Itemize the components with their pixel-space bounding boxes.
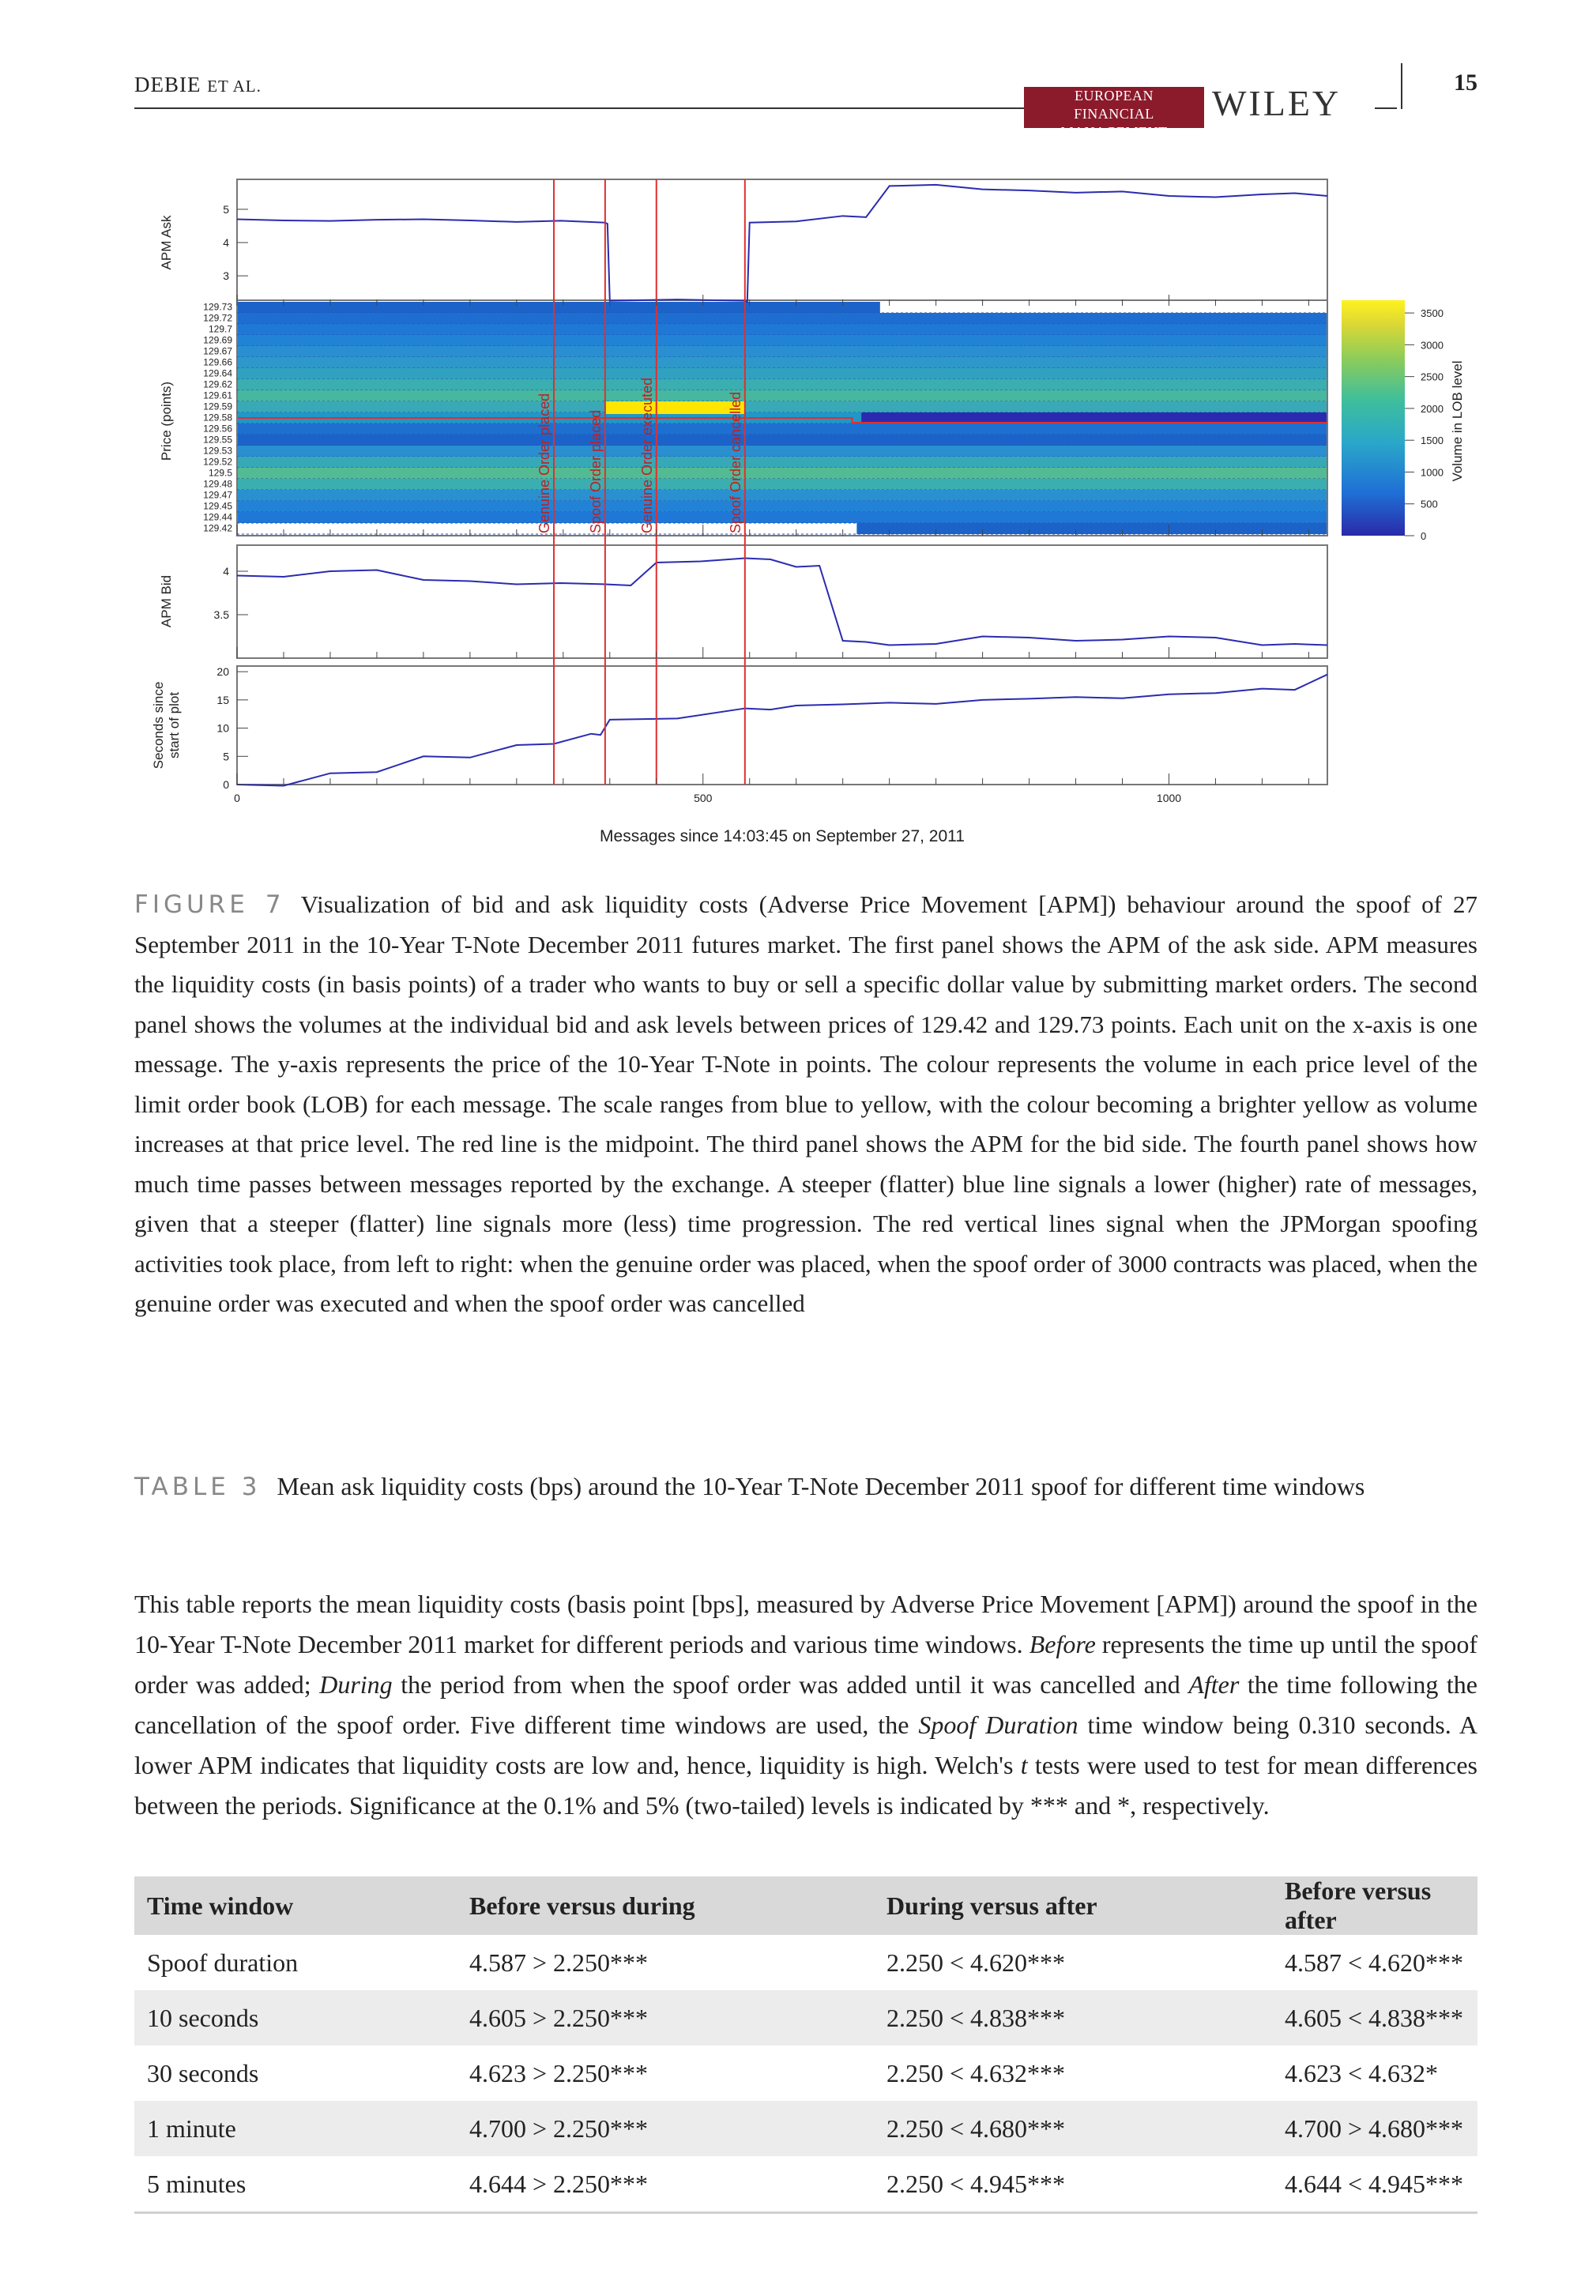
price-level-label: 129.52 <box>203 456 232 468</box>
bid-ylabel: APM Bid <box>159 574 174 628</box>
bid-tick-label: 4 <box>223 565 229 578</box>
results-table <box>134 1876 1477 2214</box>
header-rule <box>134 107 1030 109</box>
header-time-window: Time window <box>134 1876 457 1935</box>
lob-cell <box>238 435 1327 446</box>
table-title <box>134 1466 1477 1507</box>
colorbar-tick-label: 0 <box>1421 530 1427 542</box>
page-number-divider <box>1401 63 1402 109</box>
time-ylabel-1: Seconds since <box>151 681 166 770</box>
x-tick-label: 1000 <box>1156 792 1182 804</box>
header-before-during: Before versus during <box>457 1876 874 1935</box>
lob-cell <box>238 401 1327 412</box>
time-ylabel-2: start of plot <box>167 691 182 759</box>
table-row: 5 minutes 4.644 > 2.250*** 2.250 < 4.945*** 4.644 < 4.945*** <box>134 2156 1477 2213</box>
lob-cell <box>238 446 1327 457</box>
lob-cell <box>856 523 1327 534</box>
price-level-label: 129.44 <box>203 511 232 523</box>
header-rule-right <box>1375 107 1397 109</box>
lob-cell <box>861 412 1327 423</box>
spoof-order-cell <box>605 401 745 414</box>
page-number: 15 <box>1454 70 1477 96</box>
header-during-after: During versus after <box>874 1876 1272 1935</box>
colorbar-tick-label: 1000 <box>1421 466 1444 479</box>
price-level-label: 129.42 <box>203 522 232 534</box>
colorbar-label: Volume in LOB level <box>1450 360 1465 482</box>
lob-cell <box>238 368 1327 379</box>
colorbar-tick-label: 2500 <box>1421 371 1444 383</box>
lob-cell <box>238 324 1327 335</box>
lob-cell <box>238 302 880 313</box>
price-level-label: 129.72 <box>203 312 232 324</box>
ask-tick-label: 3 <box>223 269 229 283</box>
event-label: Spoof Order placed <box>587 409 604 533</box>
price-level-label: 129.59 <box>203 401 232 412</box>
event-label: Genuine Order executed <box>638 377 655 533</box>
figure-7 <box>150 170 1470 857</box>
lob-cell <box>238 335 1327 346</box>
figure-label: FIGURE 7 <box>134 890 285 919</box>
time-panel-frame <box>237 666 1327 785</box>
lob-cell <box>238 423 1327 435</box>
table-label: TABLE 3 <box>134 1473 262 1501</box>
table-title-text: Mean ask liquidity costs (bps) around the 10-Year T-Note December 2011 spoof for different time windows <box>277 1472 1365 1500</box>
price-level-label: 129.53 <box>203 445 232 457</box>
lob-cell <box>238 346 1327 357</box>
lob-ylabel: Price (points) <box>159 381 174 461</box>
ask-ylabel: APM Ask <box>159 215 174 270</box>
figure-caption <box>134 885 1477 1324</box>
price-level-label: 129.47 <box>203 489 232 501</box>
colorbar-tick-label: 3500 <box>1421 307 1444 320</box>
price-level-label: 129.5 <box>208 467 232 479</box>
price-level-label: 129.64 <box>203 367 232 379</box>
lob-cell <box>238 379 1327 390</box>
price-level-label: 129.66 <box>203 356 232 368</box>
x-axis-title: Messages since 14:03:45 on September 27, 2011 <box>600 827 965 845</box>
publisher-logo: WILEY <box>1212 83 1342 123</box>
colorbar <box>1342 300 1405 536</box>
price-level-label: 129.61 <box>203 390 232 401</box>
ask-tick-label: 5 <box>223 202 229 216</box>
header-before-after: Before versus after <box>1272 1876 1477 1935</box>
ask-tick-label: 4 <box>223 236 229 249</box>
time-tick-label: 15 <box>216 693 229 706</box>
price-level-label: 129.62 <box>203 378 232 390</box>
lob-cell <box>238 390 1327 401</box>
colorbar-tick-label: 1500 <box>1421 435 1444 447</box>
time-tick-label: 5 <box>223 750 229 763</box>
event-label: Genuine Order placed <box>536 393 553 533</box>
price-level-label: 129.55 <box>203 434 232 446</box>
event-label: Spoof Order cancelled <box>727 391 743 533</box>
running-head-author: DEBIE ET AL. <box>134 73 262 96</box>
figure-caption-text: Visualization of bid and ask liquidity costs (Adverse Price Movement [APM]) behaviour around the spoof of 27 September 2011 in the 10-Year T-Note December 2011 futures market. The first panel shows the APM of the ask side. APM measures the liquidity costs (in basis points) of a trader who wants to buy or sell a specific dollar value by submitting market orders. The second panel shows the volumes at the individual bid and ask levels between prices of 129.42 and 129.73 points. Each unit on the x-axis is one message. The y-axis represents the price of the 10-Year T-Note in points. The colour represents the volume in each price level of the limit order book (LOB) for each message. The scale ranges from blue to yellow, with the colour becoming a brighter yellow as volume increases at that price level. The red line is the midpoint. The third panel shows the APM for the bid side. The fourth panel shows how much time passes between messages reported by the exchange. A steeper (flatter) blue line signals a lower (higher) rate of messages, given that a steeper (flatter) line signals more (less) time progression. The red vertical lines signal when the JPMorgan spoofing activities took place, from left to right: when the genuine order was placed, when the spoof order of 3000 contracts was placed, when the genuine order was executed and when the spoof order was cancelled <box>134 890 1477 1317</box>
lob-cell <box>238 512 1327 523</box>
table-description: This table reports the mean liquidity costs (basis point [bps], measured by Adverse Price Movement [APM]) around the spoof in the 10-Year T-Note December 2011 market for different periods and various time windows. Before represents the time up until the spoof order was added; During the period from when the spoof order was added until it was cancelled and After the time following the cancellation of the spoof order. Five different time windows are used, the Spoof Duration time window being 0.310 seconds. A lower APM indicates that liquidity costs are low and, hence, liquidity is high. Welch's t tests were used to test for mean differences between the periods. Significance at the 0.1% and 5% (two-tailed) levels is indicated by *** and *, respectively. <box>134 1590 1478 1820</box>
price-level-label: 129.58 <box>203 412 232 423</box>
colorbar-tick-label: 2000 <box>1421 402 1444 415</box>
colorbar-ticks <box>1405 307 1444 542</box>
lob-cell <box>238 479 1327 490</box>
table-header-row <box>134 1876 1477 1935</box>
time-tick-label: 20 <box>216 665 229 679</box>
bid-tick-label: 3.5 <box>213 608 229 621</box>
price-level-label: 129.45 <box>203 500 232 512</box>
lob-cell <box>238 313 1327 324</box>
price-level-label: 129.56 <box>203 423 232 435</box>
price-level-label: 129.69 <box>203 334 232 346</box>
lob-cell <box>238 457 1327 468</box>
price-level-label: 129.7 <box>208 323 232 335</box>
table-row: 10 seconds 4.605 > 2.250*** 2.250 < 4.838*** 4.605 < 4.838*** <box>134 1990 1477 2046</box>
time-tick-label: 0 <box>223 778 229 791</box>
ask-panel-frame <box>237 179 1327 306</box>
x-tick-label: 500 <box>694 792 713 804</box>
price-level-label: 129.67 <box>203 345 232 357</box>
lob-cell <box>238 468 1327 479</box>
colorbar-tick-label: 3000 <box>1421 339 1444 352</box>
journal-logo: EUROPEAN FINANCIAL MANAGEMENT <box>1024 87 1204 128</box>
lob-cell <box>238 501 1327 512</box>
colorbar-tick-label: 500 <box>1421 498 1438 510</box>
table-row: 1 minute 4.700 > 2.250*** 2.250 < 4.680*** 4.700 > 4.680*** <box>134 2101 1477 2156</box>
lob-cell <box>238 357 1327 368</box>
table-row: 30 seconds 4.623 > 2.250*** 2.250 < 4.632*** 4.623 < 4.632* <box>147 2058 1439 2087</box>
figure-7-chart <box>150 170 1470 857</box>
price-level-label: 129.48 <box>203 478 232 490</box>
table-row: Spoof duration 4.587 > 2.250*** 2.250 < 4.620*** 4.587 < 4.620*** <box>147 1948 1464 1977</box>
x-tick-label: 0 <box>234 792 240 804</box>
lob-cell <box>238 490 1327 501</box>
price-level-label: 129.73 <box>203 301 232 313</box>
time-tick-label: 10 <box>216 721 229 735</box>
